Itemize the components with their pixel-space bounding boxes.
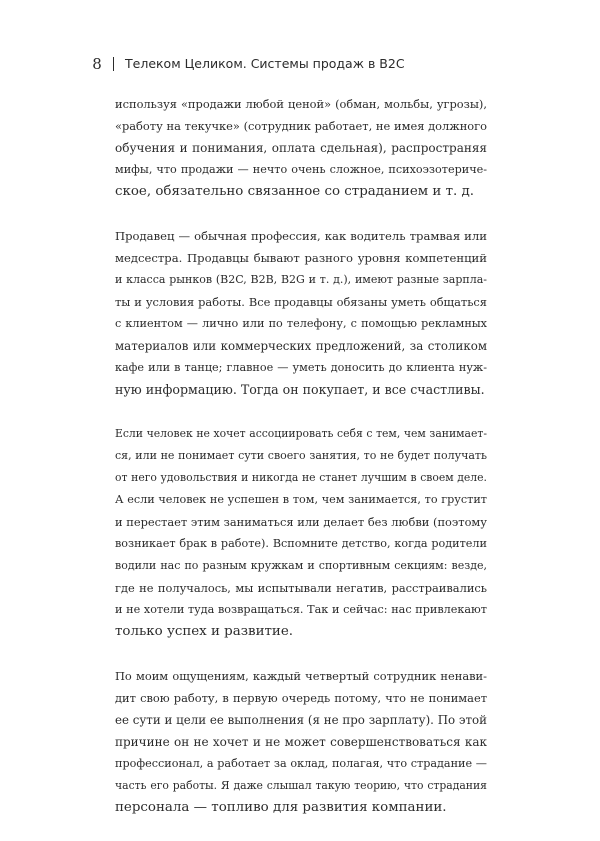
text-line: ское, обязательно связанное со страданием и т. д. (115, 184, 475, 199)
text-line: персонала — топливо для развития компании. (115, 800, 447, 815)
text-line: мифы, что продажи — нечто очень сложное, психоэзотериче- (115, 163, 487, 176)
text-line: кафе или в танце; главное — уметь доносить до клиента нуж- (115, 361, 487, 374)
text-line: ную информацию. Тогда он покупает, и все счастливы. (115, 382, 485, 397)
text-line: ее сути и цели ее выполнения (я не про зарплату). По этой (115, 713, 487, 727)
paragraph-2 (115, 225, 487, 401)
text-line: А если человек не успешен в том, чем занимается, то грустит (115, 493, 487, 506)
text-line: материалов или коммерческих предложений, за столиком (115, 339, 487, 353)
text-line: обучения и понимания, оплата сдельная), распространяя (115, 141, 487, 155)
text-line: и класса рынков (B2C, B2B, B2G и т. д.), имеют разные зарпла- (115, 273, 487, 286)
text-line: и не хотели туда возвращаться. Так и сейчас: нас привлекают (115, 603, 487, 616)
text-line: профессионал, а работает за оклад, полагая, что страдание — (115, 757, 487, 770)
text-line: только успех и развитие. (115, 624, 294, 639)
text-line: дит свою работу, в первую очередь потому, что не понимает (115, 691, 487, 705)
text-line: По моим ощущениям, каждый четвертый сотрудник ненави- (115, 669, 487, 683)
body-text (115, 93, 487, 841)
text-line: «работу на текучке» (сотрудник работает, не имея должного (115, 119, 487, 133)
text-line: медсестра. Продавцы бывают разного уровня компетенций (115, 251, 487, 265)
text-line: водили нас по разным кружкам и спортивным секциям: везде, (115, 559, 487, 572)
text-line: от него удовольствия и никогда не станет лучшим в своем деле. (115, 471, 487, 484)
text-line: ты и условия работы. Все продавцы обязаны уметь общаться (115, 295, 487, 309)
text-line: возникает брак в работе). Вспомните детство, когда родители (115, 537, 487, 550)
text-line: причине он не хочет и не может совершенствоваться как (115, 735, 487, 749)
paragraph-4 (115, 665, 487, 819)
text-line: ся, или не понимает сути своего занятия, то не будет получать (115, 449, 487, 462)
text-line: с клиентом — лично или по телефону, с помощью рекламных (115, 317, 487, 330)
paragraph-1 (115, 93, 487, 203)
text-line: где не получалось, мы испытывали негатив, расстраивались (115, 581, 487, 595)
header-divider (113, 57, 114, 71)
text-line: используя «продажи любой ценой» (обман, мольбы, угрозы), (115, 97, 487, 111)
text-line: Если человек не хочет ассоциировать себя с тем, чем занимает- (115, 427, 487, 440)
page-number: 8 (92, 55, 102, 73)
paragraph-3 (115, 423, 487, 643)
text-line: Продавец — обычная профессия, как водитель трамвая или (115, 229, 487, 243)
running-title: Телеком Целиком. Системы продаж в B2C (125, 56, 405, 71)
text-line: и перестает этим заниматься или делает без любви (поэтому (115, 515, 487, 529)
text-line: часть его работы. Я даже слышал такую теорию, что страдания (115, 779, 487, 792)
page-header (75, 54, 525, 74)
